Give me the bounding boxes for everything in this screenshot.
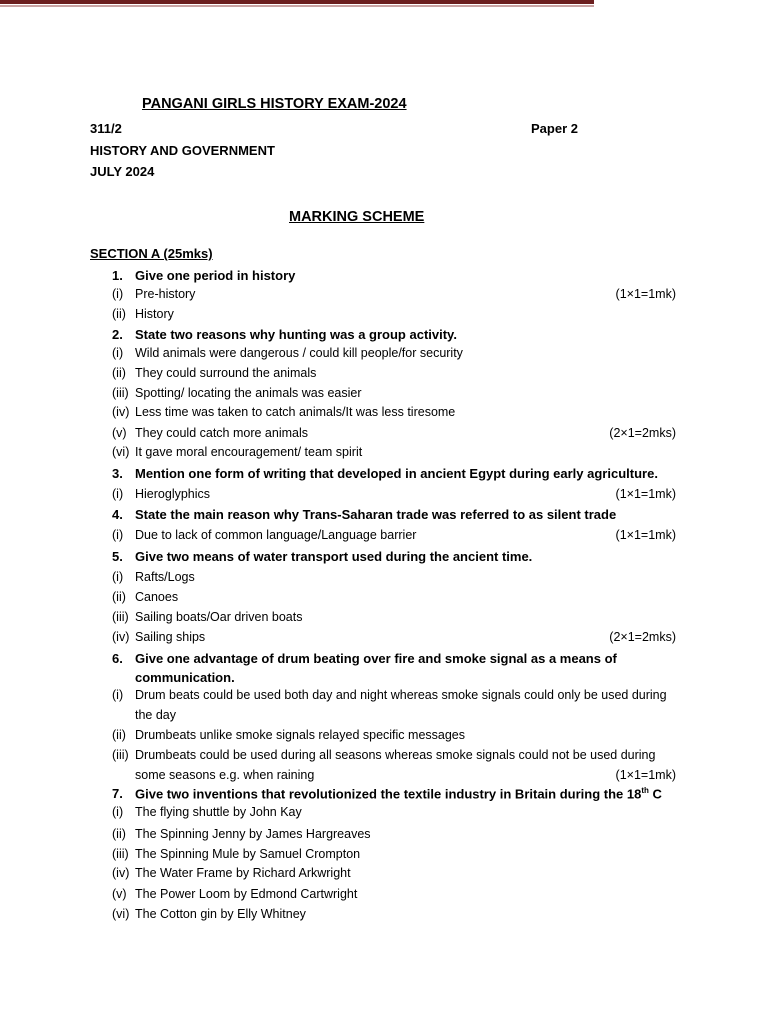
header-rule bbox=[0, 0, 594, 8]
section-heading: SECTION A (25mks) bbox=[90, 246, 213, 261]
mark-allocation: (1×1=1mk) bbox=[615, 768, 676, 782]
mark-allocation: (1×1=1mk) bbox=[615, 487, 676, 501]
exam-date: JULY 2024 bbox=[90, 164, 155, 179]
mark-allocation: (1×1=1mk) bbox=[615, 528, 676, 542]
mark-allocation: (1×1=1mk) bbox=[615, 287, 676, 301]
mark-allocation: (2×1=2mks) bbox=[609, 426, 676, 440]
marking-scheme-heading: MARKING SCHEME bbox=[289, 209, 425, 225]
paper-number: Paper 2 bbox=[531, 121, 578, 136]
subject: HISTORY AND GOVERNMENT bbox=[90, 143, 275, 158]
exam-title: PANGANI GIRLS HISTORY EXAM-2024 bbox=[142, 96, 407, 112]
mark-allocation: (2×1=2mks) bbox=[609, 630, 676, 644]
paper-code: 311/2 bbox=[90, 121, 122, 136]
